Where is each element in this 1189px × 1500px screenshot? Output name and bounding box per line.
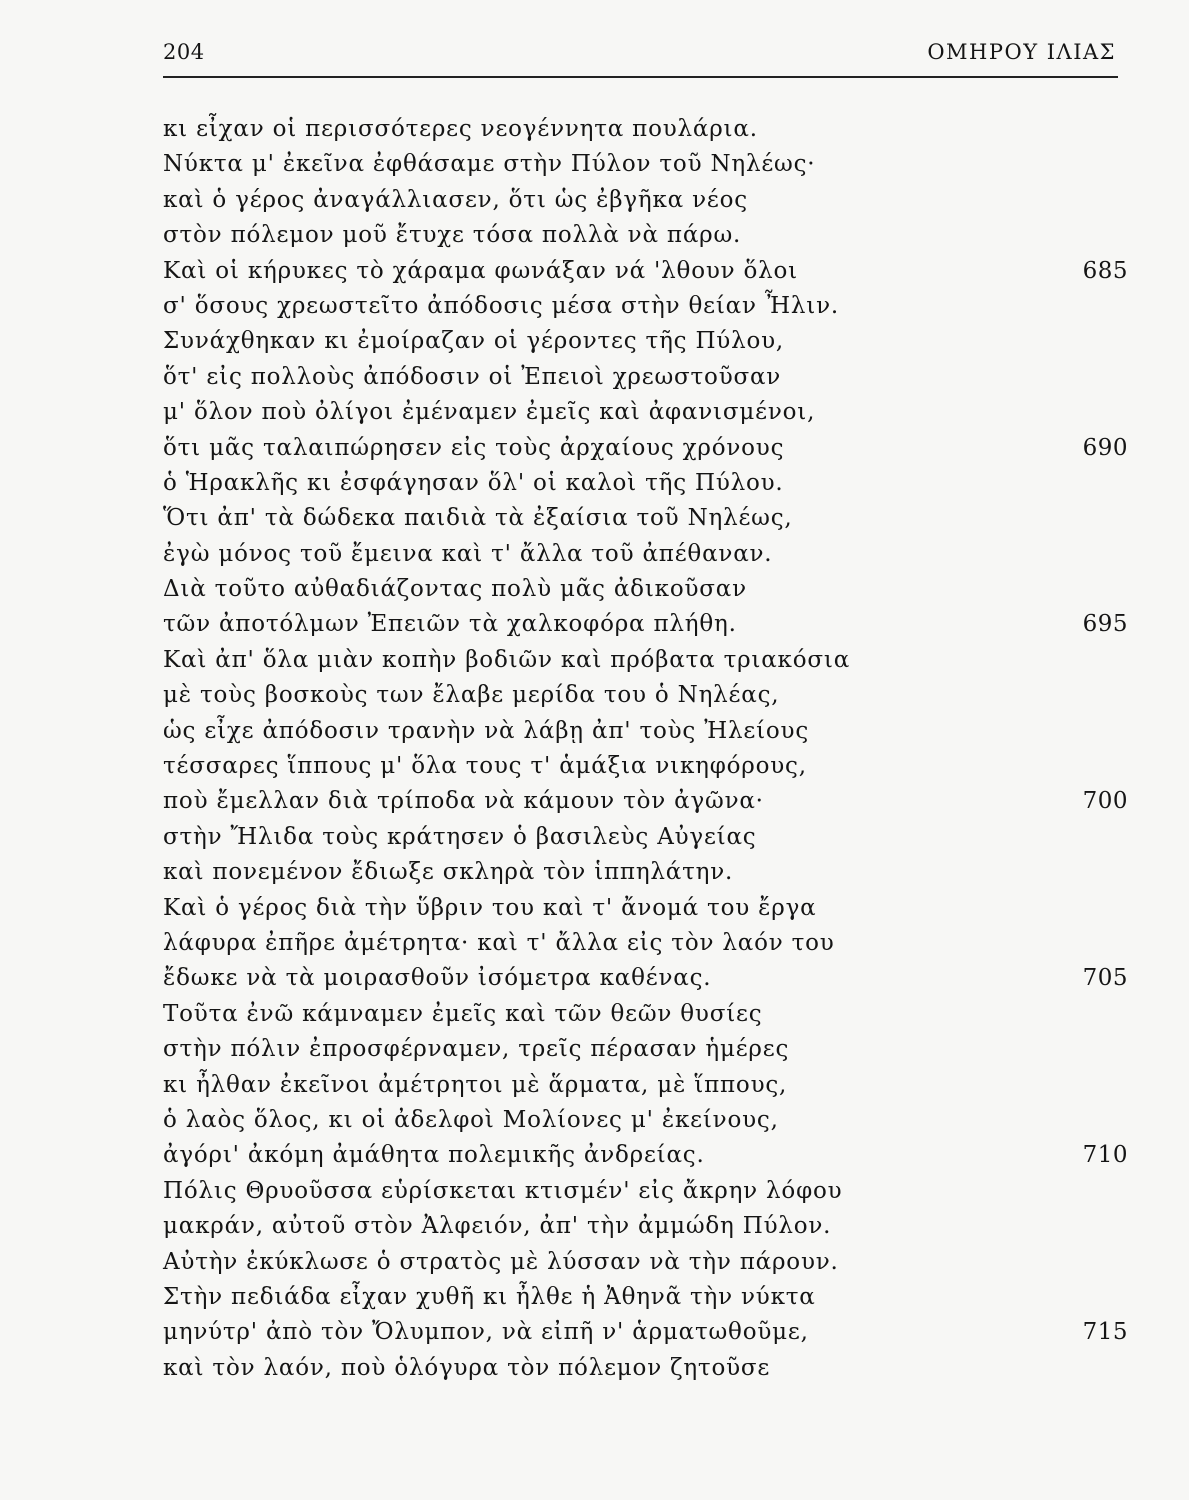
verse-line — [163, 1103, 1128, 1138]
verse-line — [163, 218, 1128, 253]
verse-text: Συνάχθηκαν κι ἐμοίραζαν οἱ γέροντες τῆς Πύλου, — [163, 328, 784, 355]
verse-text: στὸν πόλεμον μοῦ ἔτυχε τόσα πολλὰ νὰ πάρω. — [163, 222, 742, 249]
verse-text: Αὐτὴν ἐκύκλωσε ὁ στρατὸς μὲ λύσσαν νὰ τὴν πάρουν. — [163, 1248, 839, 1275]
verse-text: Νύκτα μ' ἐκεῖνα ἐφθάσαμε στὴν Πύλον τοῦ Νηλέως· — [163, 151, 816, 178]
verse-line — [163, 254, 1128, 289]
verse-text: ἐγὼ μόνος τοῦ ἔμεινα καὶ τ' ἄλλα τοῦ ἀπέθαναν. — [163, 540, 773, 567]
running-title: ΟΜΗΡΟΥ ΙΛΙΑΣ — [927, 40, 1116, 64]
verse-text: Στὴν πεδιάδα εἶχαν χυθῆ κι ἦλθε ἡ Ἀθηνᾶ τὴν νύκτα — [163, 1283, 816, 1310]
verse-text: Καὶ ὁ γέρος διὰ τὴν ὕβριν του καὶ τ' ἄνομά του ἔργα — [163, 894, 817, 921]
verse-line — [163, 395, 1128, 430]
verse-text: καὶ πονεμένον ἔδιωξε σκληρὰ τὸν ἱππηλάτην. — [163, 859, 734, 886]
verse-line — [163, 1315, 1128, 1350]
verse-text: τῶν ἀποτόλμων Ἐπειῶν τὰ χαλκοφόρα πλήθη. — [163, 611, 737, 638]
poem-text — [163, 112, 1128, 1386]
line-number: 710 — [1082, 1142, 1128, 1169]
verse-text: ἀγόρι' ἀκόμη ἀμάθητα πολεμικῆς ἀνδρείας. — [163, 1142, 705, 1169]
verse-text: Ὅτι ἀπ' τὰ δώδεκα παιδιὰ τὰ ἐξαίσια τοῦ Νηλέως, — [163, 505, 793, 532]
verse-line — [163, 572, 1128, 607]
verse-text: καὶ τὸν λαόν, ποὺ ὁλόγυρα τὸν πόλεμον ζητοῦσε — [163, 1354, 771, 1381]
verse-text: Καὶ ἀπ' ὅλα μιὰν κοπὴν βοδιῶν καὶ πρόβατα τριακόσια — [163, 646, 851, 673]
verse-line — [163, 1138, 1128, 1173]
verse-line — [163, 466, 1128, 501]
verse-line — [163, 537, 1128, 572]
verse-line — [163, 855, 1128, 890]
verse-text: καὶ ὁ γέρος ἀναγάλλιασεν, ὅτι ὡς ἐβγῆκα νέος — [163, 186, 748, 213]
verse-line — [163, 360, 1128, 395]
verse-text: Διὰ τοῦτο αὐθαδιάζοντας πολὺ μᾶς ἀδικοῦσαν — [163, 576, 747, 603]
verse-text: ὁ Ἡρακλῆς κι ἐσφάγησαν ὅλ' οἱ καλοὶ τῆς Πύλου. — [163, 469, 784, 496]
line-number: 715 — [1082, 1319, 1128, 1346]
verse-line — [163, 147, 1128, 182]
verse-line — [163, 1174, 1128, 1209]
verse-line — [163, 112, 1128, 147]
verse-line — [163, 1068, 1128, 1103]
verse-line — [163, 1209, 1128, 1244]
verse-text: Καὶ οἱ κήρυκες τὸ χάραμα φωνάξαν νά 'λθουν ὅλοι — [163, 257, 799, 284]
verse-line — [163, 1032, 1128, 1067]
verse-text: μὲ τοὺς βοσκοὺς των ἔλαβε μερίδα του ὁ Νηλέας, — [163, 682, 780, 709]
verse-text: ὁ λαὸς ὅλος, κι οἱ ἀδελφοὶ Μολίονες μ' ἐκείνους, — [163, 1106, 779, 1133]
verse-line — [163, 1280, 1128, 1315]
verse-text: ὡς εἶχε ἀπόδοσιν τρανὴν νὰ λάβῃ ἀπ' τοὺς Ἠλείους — [163, 717, 810, 744]
line-number: 695 — [1082, 611, 1128, 638]
verse-line — [163, 714, 1128, 749]
verse-text: μ' ὅλον ποὺ ὀλίγοι ἐμέναμεν ἐμεῖς καὶ ἀφανισμένοι, — [163, 399, 816, 426]
line-number: 700 — [1082, 788, 1128, 815]
verse-line — [163, 324, 1128, 359]
verse-line — [163, 678, 1128, 713]
verse-text: μηνύτρ' ἀπὸ τὸν Ὄλυμπον, νὰ εἰπῆ ν' ἁρματωθοῦμε, — [163, 1319, 809, 1346]
verse-line — [163, 643, 1128, 678]
verse-line — [163, 1245, 1128, 1280]
line-number: 685 — [1082, 257, 1128, 284]
verse-line — [163, 1351, 1128, 1386]
verse-text: μακράν, αὐτοῦ στὸν Ἀλφειόν, ἀπ' τὴν ἀμμώδη Πύλον. — [163, 1213, 832, 1240]
verse-line — [163, 289, 1128, 324]
verse-line — [163, 431, 1128, 466]
line-number: 690 — [1082, 434, 1128, 461]
verse-text: ὅτ' εἰς πολλοὺς ἀπόδοσιν οἱ Ἐπειοὶ χρεωστοῦσαν — [163, 363, 782, 390]
verse-line — [163, 749, 1128, 784]
verse-line — [163, 784, 1128, 819]
verse-text: ὅτι μᾶς ταλαιπώρησεν εἰς τοὺς ἀρχαίους χρόνους — [163, 434, 785, 461]
verse-line — [163, 997, 1128, 1032]
verse-line — [163, 820, 1128, 855]
verse-line — [163, 607, 1128, 642]
verse-text: κι ἦλθαν ἐκεῖνοι ἀμέτρητοι μὲ ἅρματα, μὲ ἵππους, — [163, 1071, 788, 1098]
verse-text: ἔδωκε νὰ τὰ μοιρασθοῦν ἰσόμετρα καθένας. — [163, 965, 712, 992]
line-number: 705 — [1082, 965, 1128, 992]
verse-text: σ' ὅσους χρεωστεῖτο ἀπόδοσις μέσα στὴν θείαν Ἦλιν. — [163, 292, 840, 319]
verse-text: Πόλις Θρυοῦσσα εὑρίσκεται κτισμέν' εἰς ἄκρην λόφου — [163, 1177, 843, 1204]
verse-text: λάφυρα ἐπῆρε ἀμέτρητα· καὶ τ' ἄλλα εἰς τὸν λαόν του — [163, 929, 835, 956]
verse-text: Τοῦτα ἐνῶ κάμναμεν ἐμεῖς καὶ τῶν θεῶν θυσίες — [163, 1000, 763, 1027]
page-header — [163, 36, 1118, 78]
verse-line — [163, 183, 1128, 218]
verse-text: στὴν πόλιν ἐπροσφέρναμεν, τρεῖς πέρασαν ἡμέρες — [163, 1036, 790, 1063]
verse-line — [163, 501, 1128, 536]
verse-line — [163, 926, 1128, 961]
verse-text: ποὺ ἔμελλαν διὰ τρίποδα νὰ κάμουν τὸν ἀγῶνα· — [163, 788, 764, 815]
verse-text: τέσσαρες ἵππους μ' ὅλα τους τ' ἁμάξια νικηφόρους, — [163, 753, 807, 780]
verse-text: στὴν Ἤλιδα τοὺς κράτησεν ὁ βασιλεὺς Αὐγείας — [163, 823, 757, 850]
verse-line — [163, 961, 1128, 996]
verse-line — [163, 891, 1128, 926]
verse-text: κι εἶχαν οἱ περισσότερες νεογέννητα πουλάρια. — [163, 116, 758, 142]
page-number: 204 — [163, 40, 205, 64]
